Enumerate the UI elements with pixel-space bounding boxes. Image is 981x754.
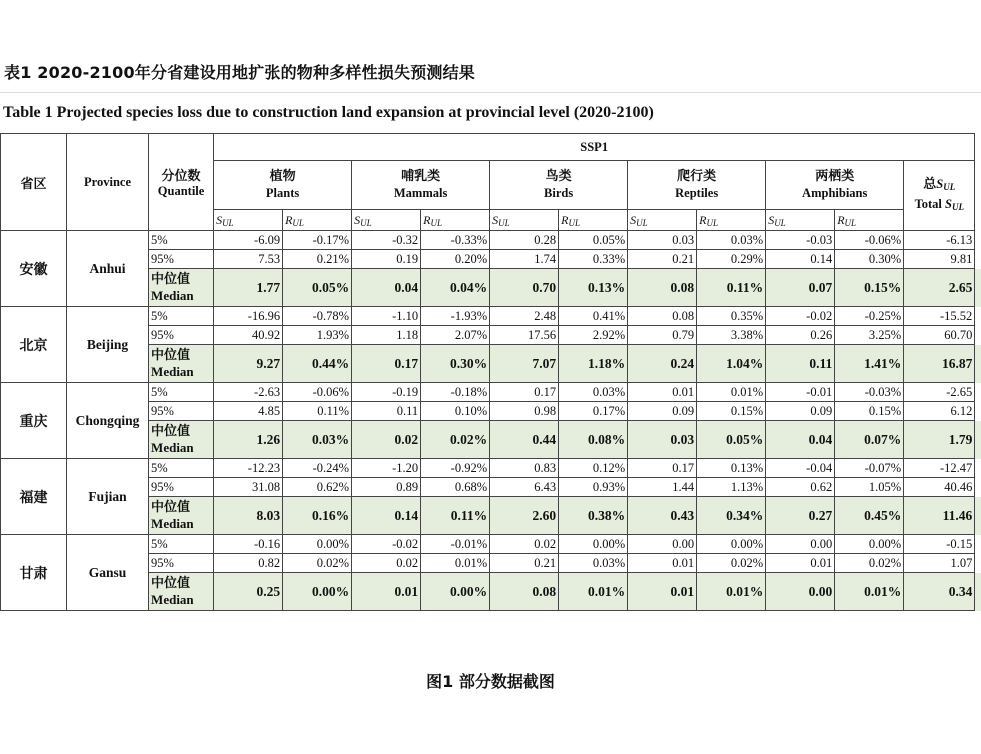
table-row xyxy=(1,573,981,611)
total-cell: 40.46 xyxy=(904,478,975,497)
table-row xyxy=(1,497,981,535)
header-metric-s-ul: $S_{UL}$ xyxy=(214,210,283,231)
header-metric-s-ul: $S_{UL}$ xyxy=(490,210,559,231)
value-cell: 0.02% xyxy=(835,554,904,573)
value-cell: -16.96 xyxy=(214,307,283,326)
value-cell: 0.45% xyxy=(835,497,904,535)
value-cell: 0.01% xyxy=(421,554,490,573)
quantile-label: 5% xyxy=(149,231,214,250)
total-cell: -6.13 xyxy=(904,231,975,250)
total-cell: -12.47 xyxy=(904,459,975,478)
value-cell: 0.03 xyxy=(628,231,697,250)
value-cell: 4.85 xyxy=(214,402,283,421)
value-cell: 0.30% xyxy=(835,250,904,269)
value-cell: 0.13% xyxy=(559,269,628,307)
province-name-cn: 甘肃 xyxy=(1,535,67,611)
value-cell: 2.92% xyxy=(559,326,628,345)
total-cell: 2.65 xyxy=(904,269,975,307)
value-cell: 0.02 xyxy=(352,421,421,459)
table-title-chinese: 表1 2020-2100年分省建设用地扩张的物种多样性损失预测结果 xyxy=(4,63,476,82)
value-cell: 0.05% xyxy=(283,269,352,307)
value-cell: -0.04 xyxy=(766,459,835,478)
quantile-label: 95% xyxy=(149,250,214,269)
value-cell: 0.83 xyxy=(490,459,559,478)
table-container xyxy=(0,133,981,617)
value-cell: 0.30% xyxy=(421,345,490,383)
value-cell: 0.00% xyxy=(835,535,904,554)
value-cell: -2.63 xyxy=(214,383,283,402)
value-cell: 0.44% xyxy=(283,345,352,383)
value-cell: 1.44 xyxy=(628,478,697,497)
header-quantile-cn: 分位数 xyxy=(161,169,201,184)
value-cell: 0.33% xyxy=(559,250,628,269)
value-cell: 6.43 xyxy=(490,478,559,497)
value-cell: 0.08 xyxy=(628,269,697,307)
table-row xyxy=(1,250,981,269)
quantile-label-median: 中位值 Median xyxy=(149,497,214,535)
value-cell: 0.15% xyxy=(835,402,904,421)
value-cell: 1.41% xyxy=(835,345,904,383)
value-cell: 0.08 xyxy=(490,573,559,611)
value-cell: 0.00% xyxy=(697,535,766,554)
header-row-scenario xyxy=(1,134,981,161)
quantile-label-median: 中位值 Median xyxy=(149,421,214,459)
value-cell: -0.02 xyxy=(352,535,421,554)
province-name-cn: 福建 xyxy=(1,459,67,535)
table-row xyxy=(1,269,981,307)
value-cell: 1.18% xyxy=(559,345,628,383)
value-cell: 0.09 xyxy=(628,402,697,421)
value-cell: 3.38% xyxy=(697,326,766,345)
value-cell: 1.05% xyxy=(835,478,904,497)
value-cell: 0.04 xyxy=(352,269,421,307)
value-cell: 2.48 xyxy=(490,307,559,326)
value-cell: 0.68% xyxy=(421,478,490,497)
value-cell: 0.26 xyxy=(766,326,835,345)
value-cell: 0.04 xyxy=(766,421,835,459)
header-metric-r-ul: $R_{UL}$ xyxy=(283,210,352,231)
value-cell: 0.17 xyxy=(490,383,559,402)
value-cell: -0.78% xyxy=(283,307,352,326)
value-cell: -0.25% xyxy=(835,307,904,326)
province-name-en: Anhui xyxy=(67,231,149,307)
value-cell: 0.14 xyxy=(766,250,835,269)
value-cell: -0.18% xyxy=(421,383,490,402)
province-name-en: Fujian xyxy=(67,459,149,535)
value-cell: 0.09 xyxy=(766,402,835,421)
value-cell: 1.77 xyxy=(214,269,283,307)
value-cell: 0.02 xyxy=(490,535,559,554)
value-cell: 0.70 xyxy=(490,269,559,307)
value-cell: 0.01% xyxy=(559,573,628,611)
value-cell: 0.08% xyxy=(559,421,628,459)
value-cell: 1.26 xyxy=(214,421,283,459)
quantile-label: 5% xyxy=(149,535,214,554)
table-title-english: Table 1 Projected species loss due to construction land expansion at provincial level (2020-2100) xyxy=(3,104,654,121)
value-cell: -0.03% xyxy=(835,383,904,402)
value-cell: 0.29% xyxy=(697,250,766,269)
header-metric-r-ul: $R_{UL}$ xyxy=(697,210,766,231)
total-cell: 1.07 xyxy=(904,554,975,573)
value-cell: 0.03% xyxy=(559,554,628,573)
value-cell: 0.01 xyxy=(628,554,697,573)
value-cell: 0.20% xyxy=(421,250,490,269)
value-cell: 0.03% xyxy=(697,231,766,250)
quantile-label: 5% xyxy=(149,459,214,478)
table-pad xyxy=(975,134,981,161)
value-cell: 0.14 xyxy=(352,497,421,535)
value-cell: 0.05% xyxy=(697,421,766,459)
value-cell: 0.03% xyxy=(283,421,352,459)
value-cell: -0.16 xyxy=(214,535,283,554)
value-cell: 0.93% xyxy=(559,478,628,497)
table-row xyxy=(1,402,981,421)
header-metric-r-ul: $R_{UL}$ xyxy=(835,210,904,231)
value-cell: 0.01 xyxy=(628,573,697,611)
header-scenario: SSP1 xyxy=(214,134,975,161)
value-cell: 0.12% xyxy=(559,459,628,478)
value-cell: 0.03% xyxy=(559,383,628,402)
value-cell: 17.56 xyxy=(490,326,559,345)
table-row xyxy=(1,478,981,497)
value-cell: -0.17% xyxy=(283,231,352,250)
value-cell: 0.02% xyxy=(697,554,766,573)
value-cell: -0.33% xyxy=(421,231,490,250)
value-cell: 0.43 xyxy=(628,497,697,535)
quantile-label: 5% xyxy=(149,307,214,326)
value-cell: 0.44 xyxy=(490,421,559,459)
value-cell: 2.07% xyxy=(421,326,490,345)
total-cell: -2.65 xyxy=(904,383,975,402)
quantile-label-median: 中位值 Median xyxy=(149,345,214,383)
value-cell: 0.21 xyxy=(628,250,697,269)
header-metric-s-ul: $S_{UL}$ xyxy=(628,210,697,231)
quantile-label: 95% xyxy=(149,402,214,421)
header-group-amphibians: 两栖类 Amphibians xyxy=(766,161,904,210)
table-row xyxy=(1,459,981,478)
value-cell: 0.00% xyxy=(283,535,352,554)
header-group-birds: 鸟类 Birds xyxy=(490,161,628,210)
quantile-label: 95% xyxy=(149,554,214,573)
value-cell: -0.03 xyxy=(766,231,835,250)
value-cell: 0.00% xyxy=(421,573,490,611)
value-cell: 0.07 xyxy=(766,269,835,307)
table-row xyxy=(1,307,981,326)
value-cell: 0.62% xyxy=(283,478,352,497)
value-cell: 0.05% xyxy=(559,231,628,250)
value-cell: 0.01% xyxy=(835,573,904,611)
province-name-en: Beijing xyxy=(67,307,149,383)
value-cell: 9.27 xyxy=(214,345,283,383)
quantile-label: 95% xyxy=(149,326,214,345)
value-cell: -12.23 xyxy=(214,459,283,478)
value-cell: 0.07% xyxy=(835,421,904,459)
value-cell: 40.92 xyxy=(214,326,283,345)
value-cell: 1.74 xyxy=(490,250,559,269)
value-cell: 7.07 xyxy=(490,345,559,383)
total-cell: 6.12 xyxy=(904,402,975,421)
value-cell: 0.17 xyxy=(352,345,421,383)
value-cell: 0.11 xyxy=(352,402,421,421)
table-row xyxy=(1,554,981,573)
value-cell: 0.08 xyxy=(628,307,697,326)
header-quantile-en: Quantile xyxy=(157,184,205,198)
value-cell: 0.17 xyxy=(628,459,697,478)
header-metric-s-ul: $S_{UL}$ xyxy=(352,210,421,231)
header-divider xyxy=(0,92,981,93)
value-cell: 0.24 xyxy=(628,345,697,383)
value-cell: 0.11 xyxy=(766,345,835,383)
header-metric-r-ul: $R_{UL}$ xyxy=(421,210,490,231)
value-cell: -0.01% xyxy=(421,535,490,554)
value-cell: 0.01% xyxy=(697,383,766,402)
value-cell: 0.28 xyxy=(490,231,559,250)
value-cell: 1.93% xyxy=(283,326,352,345)
value-cell: 2.60 xyxy=(490,497,559,535)
value-cell: 0.89 xyxy=(352,478,421,497)
value-cell: 0.00% xyxy=(559,535,628,554)
total-cell: -15.52 xyxy=(904,307,975,326)
value-cell: 0.27 xyxy=(766,497,835,535)
value-cell: 0.21% xyxy=(283,250,352,269)
value-cell: 0.02% xyxy=(283,554,352,573)
header-metric-s-ul: $S_{UL}$ xyxy=(766,210,835,231)
value-cell: 0.16% xyxy=(283,497,352,535)
header-quantile xyxy=(149,134,214,231)
table-row xyxy=(1,345,981,383)
table-row xyxy=(1,231,981,250)
value-cell: 0.03 xyxy=(628,421,697,459)
value-cell: 0.98 xyxy=(490,402,559,421)
total-cell: 11.46 xyxy=(904,497,975,535)
value-cell: 0.01% xyxy=(697,573,766,611)
value-cell: 0.00 xyxy=(628,535,697,554)
value-cell: 0.82 xyxy=(214,554,283,573)
value-cell: -0.24% xyxy=(283,459,352,478)
value-cell: -6.09 xyxy=(214,231,283,250)
value-cell: 0.11% xyxy=(421,497,490,535)
province-name-cn: 重庆 xyxy=(1,383,67,459)
header-group-reptiles: 爬行类 Reptiles xyxy=(628,161,766,210)
value-cell: 1.18 xyxy=(352,326,421,345)
value-cell: 0.10% xyxy=(421,402,490,421)
value-cell: -1.10 xyxy=(352,307,421,326)
total-cell: 0.34 xyxy=(904,573,975,611)
quantile-label-median: 中位值 Median xyxy=(149,269,214,307)
value-cell: -0.19 xyxy=(352,383,421,402)
total-cell: 9.81 xyxy=(904,250,975,269)
value-cell: 0.35% xyxy=(697,307,766,326)
value-cell: 0.00 xyxy=(766,573,835,611)
value-cell: 0.17% xyxy=(559,402,628,421)
figure-caption: 图1 部分数据截图 xyxy=(426,672,555,691)
total-cell: 1.79 xyxy=(904,421,975,459)
table-row xyxy=(1,535,981,554)
header-province-cn: 省区 xyxy=(1,134,67,231)
value-cell: 0.41% xyxy=(559,307,628,326)
value-cell: 0.00% xyxy=(283,573,352,611)
header-metric-r-ul: $R_{UL}$ xyxy=(559,210,628,231)
quantile-label-median: 中位值 Median xyxy=(149,573,214,611)
value-cell: 0.02% xyxy=(421,421,490,459)
value-cell: 0.15% xyxy=(835,269,904,307)
value-cell: -0.92% xyxy=(421,459,490,478)
header-group-plants: 植物 Plants xyxy=(214,161,352,210)
province-name-cn: 安徽 xyxy=(1,231,67,307)
value-cell: -0.07% xyxy=(835,459,904,478)
quantile-label: 95% xyxy=(149,478,214,497)
value-cell: 0.38% xyxy=(559,497,628,535)
province-name-en: Chongqing xyxy=(67,383,149,459)
table-row xyxy=(1,383,981,402)
value-cell: -0.01 xyxy=(766,383,835,402)
header-total: 总$S_{UL}$ Total $S_{UL}$ xyxy=(904,161,975,231)
value-cell: 0.21 xyxy=(490,554,559,573)
value-cell: 0.11% xyxy=(283,402,352,421)
value-cell: 0.04% xyxy=(421,269,490,307)
value-cell: -0.02 xyxy=(766,307,835,326)
table-row xyxy=(1,421,981,459)
value-cell: 1.04% xyxy=(697,345,766,383)
value-cell: 3.25% xyxy=(835,326,904,345)
value-cell: 0.15% xyxy=(697,402,766,421)
header-group-mammals: 哺乳类 Mammals xyxy=(352,161,490,210)
value-cell: 7.53 xyxy=(214,250,283,269)
value-cell: -1.20 xyxy=(352,459,421,478)
table-row xyxy=(1,326,981,345)
value-cell: 8.03 xyxy=(214,497,283,535)
value-cell: 0.01 xyxy=(628,383,697,402)
species-loss-table xyxy=(0,133,981,611)
province-name-cn: 北京 xyxy=(1,307,67,383)
total-cell: 60.70 xyxy=(904,326,975,345)
header-province-en: Province xyxy=(67,134,149,231)
quantile-label: 5% xyxy=(149,383,214,402)
value-cell: 1.13% xyxy=(697,478,766,497)
value-cell: 0.13% xyxy=(697,459,766,478)
province-name-en: Gansu xyxy=(67,535,149,611)
value-cell: -0.32 xyxy=(352,231,421,250)
value-cell: -1.93% xyxy=(421,307,490,326)
value-cell: 0.01 xyxy=(766,554,835,573)
value-cell: 0.01 xyxy=(352,573,421,611)
value-cell: 31.08 xyxy=(214,478,283,497)
value-cell: 0.02 xyxy=(352,554,421,573)
value-cell: 0.19 xyxy=(352,250,421,269)
total-cell: 16.87 xyxy=(904,345,975,383)
value-cell: -0.06% xyxy=(283,383,352,402)
table-body xyxy=(1,231,981,611)
value-cell: 0.25 xyxy=(214,573,283,611)
value-cell: 0.79 xyxy=(628,326,697,345)
value-cell: 0.62 xyxy=(766,478,835,497)
value-cell: -0.06% xyxy=(835,231,904,250)
value-cell: 0.34% xyxy=(697,497,766,535)
value-cell: 0.00 xyxy=(766,535,835,554)
total-cell: -0.15 xyxy=(904,535,975,554)
value-cell: 0.11% xyxy=(697,269,766,307)
